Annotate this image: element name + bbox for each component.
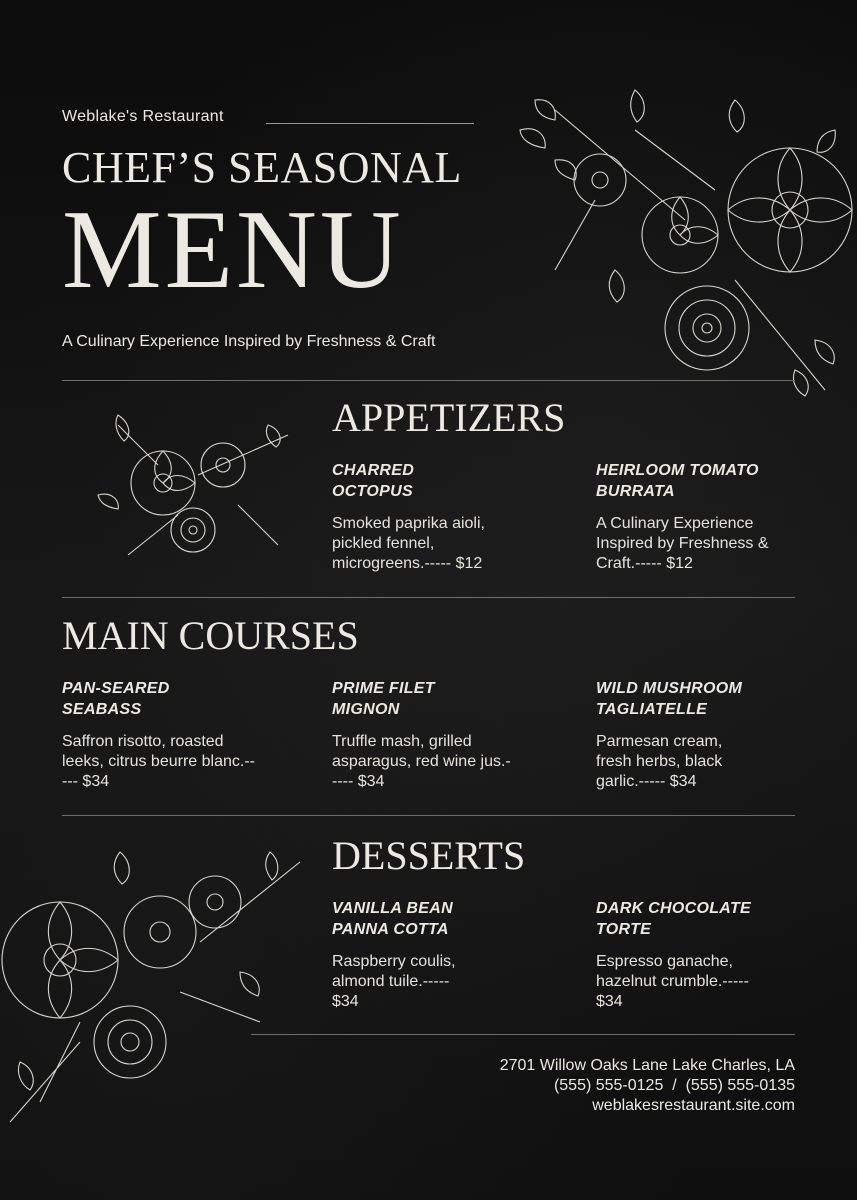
menu-item-description: Raspberry coulis, almond tuile.----- $34 xyxy=(332,953,456,1010)
phone-numbers: (555) 555-0125 / (555) 555-0135 xyxy=(553,1077,795,1094)
section-title-main-courses: MAIN COURSES xyxy=(62,613,359,658)
section-divider xyxy=(62,380,795,381)
menu-item-name: WILD MUSHROOM TAGLIATELLE xyxy=(596,680,743,718)
section-title-appetizers: APPETIZERS xyxy=(332,395,566,440)
menu-item xyxy=(596,678,796,792)
website-link[interactable]: weblakesrestaurant.site.com xyxy=(592,1097,795,1114)
section-divider xyxy=(62,815,795,816)
floral-illustration-icon xyxy=(495,70,857,405)
menu-item-description: Parmesan cream, fresh herbs, black garlic.----- $34 xyxy=(596,733,723,790)
restaurant-name: Weblake's Restaurant xyxy=(62,108,224,125)
menu-item xyxy=(332,460,532,574)
menu-item-name: DARK CHOCOLATE TORTE xyxy=(596,900,752,938)
menu-item-description: Espresso ganache, hazelnut crumble.----- $34 xyxy=(596,953,749,1010)
menu-item-name: VANILLA BEAN PANNA COTTA xyxy=(332,900,453,938)
menu-item-description: A Culinary Experience Inspired by Freshness & Craft.----- $12 xyxy=(596,515,769,572)
footer-divider xyxy=(251,1034,795,1035)
menu-title-line1: CHEF’S SEASONAL xyxy=(62,143,462,192)
section-divider xyxy=(62,597,795,598)
menu-item-name: CHARRED OCTOPUS xyxy=(332,462,415,500)
menu-item-name: PAN-SEARED SEABASS xyxy=(62,680,170,718)
menu-item-description: Smoked paprika aioli, pickled fennel, microgreens.----- $12 xyxy=(332,515,485,572)
menu-item xyxy=(62,678,262,792)
section-title-desserts: DESSERTS xyxy=(332,833,526,878)
menu-item xyxy=(596,460,796,574)
contact-info xyxy=(500,1056,795,1116)
menu-item-name: PRIME FILET MIGNON xyxy=(332,680,435,718)
brand-divider xyxy=(266,123,474,124)
menu-item xyxy=(596,898,796,1012)
menu-item xyxy=(332,678,532,792)
address: 2701 Willow Oaks Lane Lake Charles, LA xyxy=(499,1057,795,1074)
menu-item xyxy=(332,898,532,1012)
floral-illustration-icon xyxy=(88,405,298,575)
menu-title-line2: MENU xyxy=(62,188,404,312)
menu-item-description: Saffron risotto, roasted leeks, citrus beurre blanc.----- $34 xyxy=(62,733,255,790)
menu-item-name: HEIRLOOM TOMATO BURRATA xyxy=(596,462,759,500)
tagline: A Culinary Experience Inspired by Freshness & Craft xyxy=(62,333,436,350)
menu-item-description: Truffle mash, grilled asparagus, red wine jus.----- $34 xyxy=(332,733,511,790)
floral-illustration-icon xyxy=(0,842,310,1132)
